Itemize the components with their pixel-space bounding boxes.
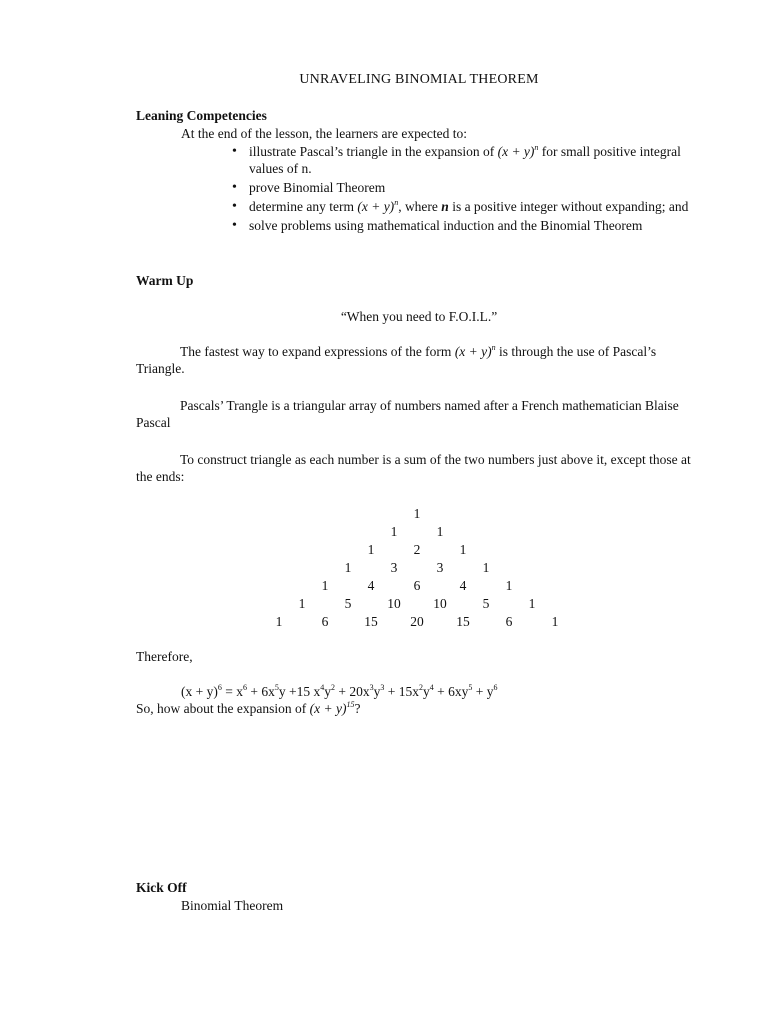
triangle-number: 1 — [459, 542, 467, 557]
triangle-number: 10 — [433, 596, 447, 611]
warmup-heading: Warm Up — [136, 273, 194, 288]
triangle-number: 20 — [410, 614, 424, 629]
equation-exponent: 5 — [468, 683, 473, 692]
paragraph-pascal-definition: Pascals’ Trangle is a triangular array of numbers named after a French mathematician Blaise Pascal — [136, 398, 679, 430]
triangle-number: 6 — [413, 578, 421, 593]
triangle-number: 3 — [436, 560, 444, 575]
kickoff-heading: Kick Off — [136, 880, 187, 895]
kickoff-subheading: Binomial Theorem — [181, 898, 284, 913]
equation-term: = x — [221, 684, 243, 699]
equation-exponent: 4 — [429, 683, 434, 692]
equation-exponent: 4 — [320, 683, 325, 692]
competency-item: • solve problems using mathematical induction and the Binomial Theorem — [232, 217, 702, 234]
competency-item: • determine any term $(x + y)^n$, where n is a positive integer without expanding; and — [232, 198, 702, 215]
triangle-number: 1 — [505, 578, 513, 593]
equation-term: + y — [472, 684, 494, 699]
triangle-number: 1 — [528, 596, 536, 611]
competencies-intro: At the end of the lesson, the learners are expected to: — [181, 126, 468, 141]
triangle-number: 5 — [344, 596, 352, 611]
triangle-number: 6 — [321, 614, 329, 629]
equation-term: y — [422, 684, 430, 699]
competencies-list — [232, 143, 702, 236]
equation-term: + 6x — [246, 684, 275, 699]
competencies-heading: Leaning Competencies — [136, 108, 267, 123]
triangle-number: 15 — [364, 614, 378, 629]
triangle-number: 1 — [298, 596, 306, 611]
equation-term: y +15 x — [278, 684, 321, 699]
equation-term: (x + y) — [181, 684, 218, 699]
triangle-number: 1 — [344, 560, 352, 575]
equation-exponent: 2 — [330, 683, 335, 692]
triangle-number: 1 — [367, 542, 375, 557]
equation-exponent: 5 — [274, 683, 279, 692]
document-title: UNRAVELING BINOMIAL THEOREM — [299, 72, 539, 87]
triangle-number: 5 — [482, 596, 490, 611]
triangle-number: 1 — [275, 614, 283, 629]
warmup-quote: “When you need to F.O.I.L.” — [340, 309, 498, 324]
equation-exponent: 6 — [217, 683, 222, 692]
equation-term: y — [373, 684, 381, 699]
triangle-number: 15 — [456, 614, 470, 629]
competency-item: • illustrate Pascal’s triangle in the expansion of $(x + y)^n$ for small positive integral values of n. — [232, 143, 702, 177]
triangle-number: 1 — [551, 614, 559, 629]
triangle-number: 4 — [367, 578, 375, 593]
triangle-number: 1 — [413, 506, 421, 521]
triangle-number: 1 — [436, 524, 444, 539]
equation-exponent: 3 — [380, 683, 385, 692]
binomial-expansion-equation — [181, 683, 497, 700]
triangle-number: 4 — [459, 578, 467, 593]
equation-exponent: 6 — [242, 683, 247, 692]
paragraph-fastest-way: The fastest way to expand expressions of the form $(x + y)^n$ is through the use of Pascal’s Triangle. — [136, 343, 657, 376]
triangle-number: 10 — [387, 596, 401, 611]
triangle-number: 1 — [390, 524, 398, 539]
triangle-number: 1 — [482, 560, 490, 575]
competency-item: • prove Binomial Theorem — [232, 179, 702, 196]
expansion-question: So, how about the expansion of $(x + y)^{15}$? — [136, 700, 361, 716]
equation-exponent: 6 — [493, 683, 498, 692]
equation-term: + 20x — [334, 684, 370, 699]
triangle-number: 3 — [390, 560, 398, 575]
equation-exponent: 3 — [369, 683, 374, 692]
triangle-number: 6 — [505, 614, 513, 629]
therefore-label: Therefore, — [136, 649, 193, 664]
equation-term: y — [324, 684, 331, 699]
triangle-number: 1 — [321, 578, 329, 593]
paragraph-construct-triangle: To construct triangle as each number is a sum of the two numbers just above it, except those at the ends: — [136, 452, 691, 484]
equation-term: + 15x — [384, 684, 419, 699]
equation-term: + 6xy — [433, 684, 469, 699]
equation-exponent: 2 — [418, 683, 423, 692]
triangle-number: 2 — [413, 542, 421, 557]
